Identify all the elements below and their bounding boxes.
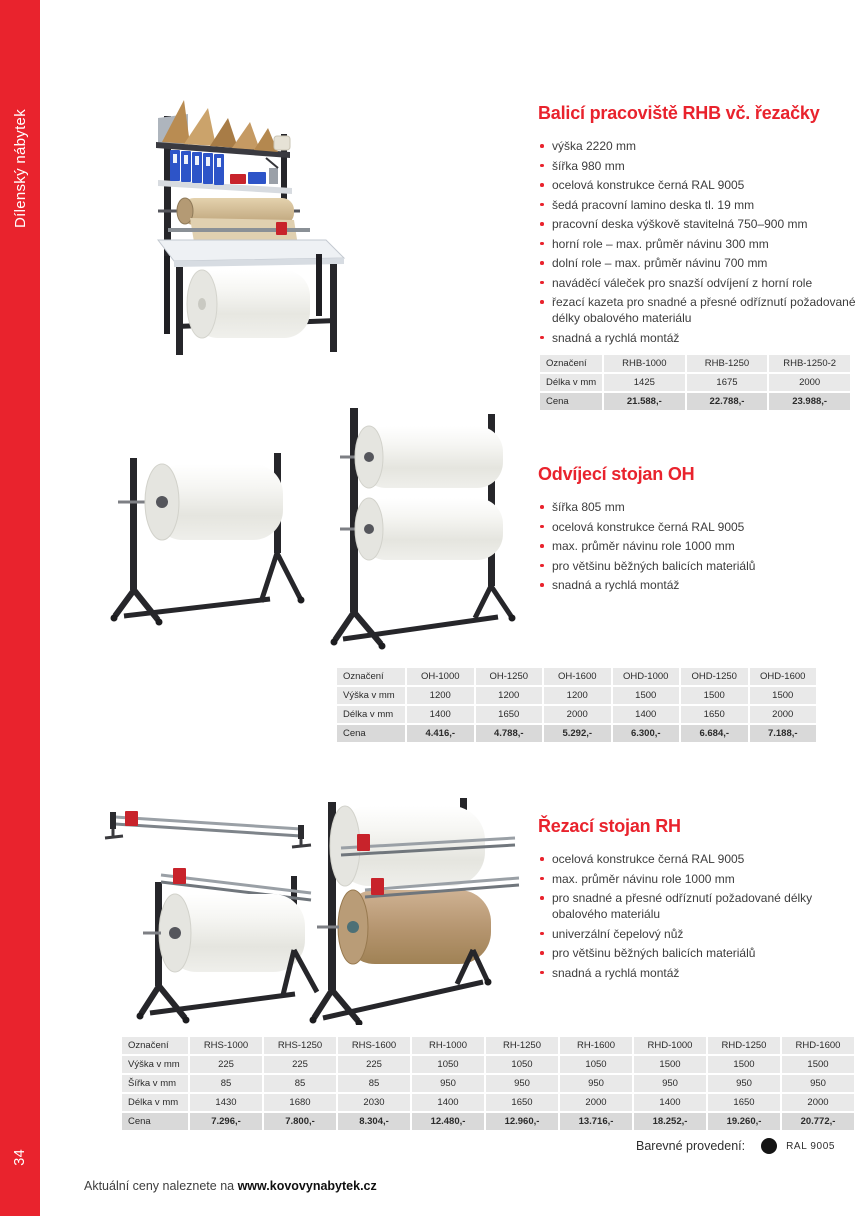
feature-item: šířka 805 mm	[538, 499, 860, 515]
footer-website-link[interactable]: www.kovovynabytek.cz	[237, 1179, 377, 1193]
category-label: Dílenský nábytek	[11, 109, 29, 229]
table-cell: 950	[782, 1075, 854, 1092]
table-cell: RHB-1250-2	[769, 355, 850, 372]
table-cell: RHD-1600	[782, 1037, 854, 1054]
color-variant-label: Barevné provedení:	[636, 1139, 746, 1153]
table-row	[540, 374, 850, 391]
footer-text: Aktuální ceny naleznete na	[84, 1179, 238, 1193]
table-cell: 1200	[544, 687, 611, 704]
spec-table-rh	[120, 1035, 856, 1132]
row-header-cell: Cena	[540, 393, 602, 410]
table-cell: 7.800,-	[264, 1113, 336, 1130]
table-cell: RHS-1000	[190, 1037, 262, 1054]
table-row	[540, 393, 850, 410]
row-header-cell: Délka v mm	[337, 706, 405, 723]
feature-item: ocelová konstrukce černá RAL 9005	[538, 851, 860, 867]
table-cell: 1500	[708, 1056, 780, 1073]
feature-item: max. průměr návinu role 1000 mm	[538, 871, 860, 887]
product-title-rh: Řezací stojan RH	[538, 816, 681, 836]
feature-list-rhb	[538, 138, 860, 346]
table-cell: OH-1000	[407, 668, 474, 685]
table-row	[122, 1075, 854, 1092]
row-header-cell: Označení	[540, 355, 602, 372]
table-cell: OHD-1250	[681, 668, 748, 685]
table-cell: 950	[708, 1075, 780, 1092]
table-cell: 5.292,-	[544, 725, 611, 742]
table-cell: 19.260,-	[708, 1113, 780, 1130]
table-cell: 2000	[750, 706, 817, 723]
table-cell: 1425	[604, 374, 685, 391]
color-variant-note	[636, 1138, 835, 1154]
table-cell: 950	[634, 1075, 706, 1092]
table-cell: RHD-1000	[634, 1037, 706, 1054]
table-row	[122, 1113, 854, 1130]
table-cell: RHD-1250	[708, 1037, 780, 1054]
table-cell: 1050	[560, 1056, 632, 1073]
footer	[84, 1179, 377, 1193]
feature-item: snadná a rychlá montáž	[538, 965, 860, 981]
table-row	[540, 355, 850, 372]
table-cell: 2000	[544, 706, 611, 723]
table-cell: 1500	[782, 1056, 854, 1073]
table-cell: 1680	[264, 1094, 336, 1111]
row-header-cell: Označení	[122, 1037, 188, 1054]
table-cell: 950	[486, 1075, 558, 1092]
table-cell: 950	[560, 1075, 632, 1092]
table-cell: 18.252,-	[634, 1113, 706, 1130]
feature-item: výška 2220 mm	[538, 138, 860, 154]
product-title-rhb: Balicí pracoviště RHB vč. řezačky	[538, 103, 820, 123]
table-cell: 6.684,-	[681, 725, 748, 742]
row-header-cell: Výška v mm	[122, 1056, 188, 1073]
table-cell: 7.188,-	[750, 725, 817, 742]
table-cell: 1200	[407, 687, 474, 704]
feature-item: šedá pracovní lamino deska tl. 19 mm	[538, 197, 860, 213]
table-cell: 23.988,-	[769, 393, 850, 410]
table-cell: 1650	[486, 1094, 558, 1111]
feature-item: dolní role – max. průměr návinu 700 mm	[538, 255, 860, 271]
table-cell: 85	[190, 1075, 262, 1092]
feature-item: pro snadné a přesné odříznutí požadované délky obalového materiálu	[538, 890, 860, 922]
row-header-cell: Šířka v mm	[122, 1075, 188, 1092]
table-cell: RH-1600	[560, 1037, 632, 1054]
table-cell: RHB-1250	[687, 355, 768, 372]
feature-item: ocelová konstrukce černá RAL 9005	[538, 519, 860, 535]
table-row	[337, 706, 816, 723]
table-cell: 1500	[634, 1056, 706, 1073]
table-row	[337, 687, 816, 704]
feature-item: horní role – max. průměr návinu 300 mm	[538, 236, 860, 252]
table-cell: 1430	[190, 1094, 262, 1111]
feature-item: šířka 980 mm	[538, 158, 860, 174]
table-cell: 13.716,-	[560, 1113, 632, 1130]
section-rhb	[538, 103, 860, 349]
spec-table-oh	[335, 666, 818, 744]
feature-list-oh	[538, 499, 860, 593]
table-cell: 20.772,-	[782, 1113, 854, 1130]
table-cell: 950	[412, 1075, 484, 1092]
feature-item: ocelová konstrukce černá RAL 9005	[538, 177, 860, 193]
table-cell: OHD-1600	[750, 668, 817, 685]
feature-item: snadná a rychlá montáž	[538, 577, 860, 593]
table-row	[337, 725, 816, 742]
table-cell: 1200	[476, 687, 543, 704]
table-cell: 2000	[769, 374, 850, 391]
ral-9005-label: RAL 9005	[786, 1140, 836, 1152]
feature-item: naváděcí váleček pro snazší odvíjení z horní role	[538, 275, 860, 291]
table-cell: 85	[338, 1075, 410, 1092]
table-cell: RH-1250	[486, 1037, 558, 1054]
table-row	[122, 1037, 854, 1054]
table-cell: 4.416,-	[407, 725, 474, 742]
row-header-cell: Délka v mm	[122, 1094, 188, 1111]
table-cell: 2000	[782, 1094, 854, 1111]
feature-item: univerzální čepelový nůž	[538, 926, 860, 942]
table-cell: 225	[190, 1056, 262, 1073]
table-cell: 1650	[681, 706, 748, 723]
row-header-cell: Délka v mm	[540, 374, 602, 391]
row-header-cell: Výška v mm	[337, 687, 405, 704]
table-cell: 6.300,-	[613, 725, 680, 742]
table-cell: 1400	[634, 1094, 706, 1111]
table-cell: 1500	[613, 687, 680, 704]
table-cell: OH-1600	[544, 668, 611, 685]
table-cell: 1500	[750, 687, 817, 704]
table-cell: 21.588,-	[604, 393, 685, 410]
feature-item: pro většinu běžných balicích materiálů	[538, 945, 860, 961]
spec-table-rhb	[538, 353, 852, 412]
table-cell: 1050	[486, 1056, 558, 1073]
section-rh	[538, 816, 860, 984]
table-cell: 1650	[708, 1094, 780, 1111]
row-header-cell: Cena	[122, 1113, 188, 1130]
table-cell: OH-1250	[476, 668, 543, 685]
product-image-rhb-workstation	[128, 88, 458, 360]
row-header-cell: Cena	[337, 725, 405, 742]
table-row	[337, 668, 816, 685]
table-cell: 8.304,-	[338, 1113, 410, 1130]
table-cell: 1500	[681, 687, 748, 704]
table-cell: 2000	[560, 1094, 632, 1111]
table-cell: 12.960,-	[486, 1113, 558, 1130]
product-title-oh: Odvíjecí stojan OH	[538, 464, 695, 484]
table-cell: 1675	[687, 374, 768, 391]
feature-item: pro většinu běžných balicích materiálů	[538, 558, 860, 574]
feature-list-rh	[538, 851, 860, 981]
table-cell: 1050	[412, 1056, 484, 1073]
product-image-oh-stands	[98, 406, 518, 662]
table-cell: 225	[264, 1056, 336, 1073]
row-header-cell: Označení	[337, 668, 405, 685]
table-cell: RHS-1250	[264, 1037, 336, 1054]
table-cell: 22.788,-	[687, 393, 768, 410]
table-cell: RHB-1000	[604, 355, 685, 372]
table-cell: 1400	[412, 1094, 484, 1111]
table-cell: RHS-1600	[338, 1037, 410, 1054]
feature-item: snadná a rychlá montáž	[538, 330, 860, 346]
table-cell: RH-1000	[412, 1037, 484, 1054]
table-cell: 7.296,-	[190, 1113, 262, 1130]
sidebar	[0, 0, 40, 1216]
table-cell: 1400	[613, 706, 680, 723]
table-row	[122, 1056, 854, 1073]
feature-item: řezací kazeta pro snadné a přesné odříznutí požadované délky obalového materiálu	[538, 294, 860, 326]
ral-9005-swatch	[761, 1138, 777, 1154]
page-number: 34	[12, 1148, 28, 1166]
table-cell: 1400	[407, 706, 474, 723]
table-cell: 12.480,-	[412, 1113, 484, 1130]
section-oh	[538, 464, 860, 597]
table-cell: 2030	[338, 1094, 410, 1111]
table-cell: 225	[338, 1056, 410, 1073]
table-row	[122, 1094, 854, 1111]
feature-item: max. průměr návinu role 1000 mm	[538, 538, 860, 554]
product-image-rh-cutters	[95, 790, 525, 1025]
table-cell: 4.788,-	[476, 725, 543, 742]
table-cell: OHD-1000	[613, 668, 680, 685]
feature-item: pracovní deska výškově stavitelná 750–900 mm	[538, 216, 860, 232]
table-cell: 85	[264, 1075, 336, 1092]
table-cell: 1650	[476, 706, 543, 723]
